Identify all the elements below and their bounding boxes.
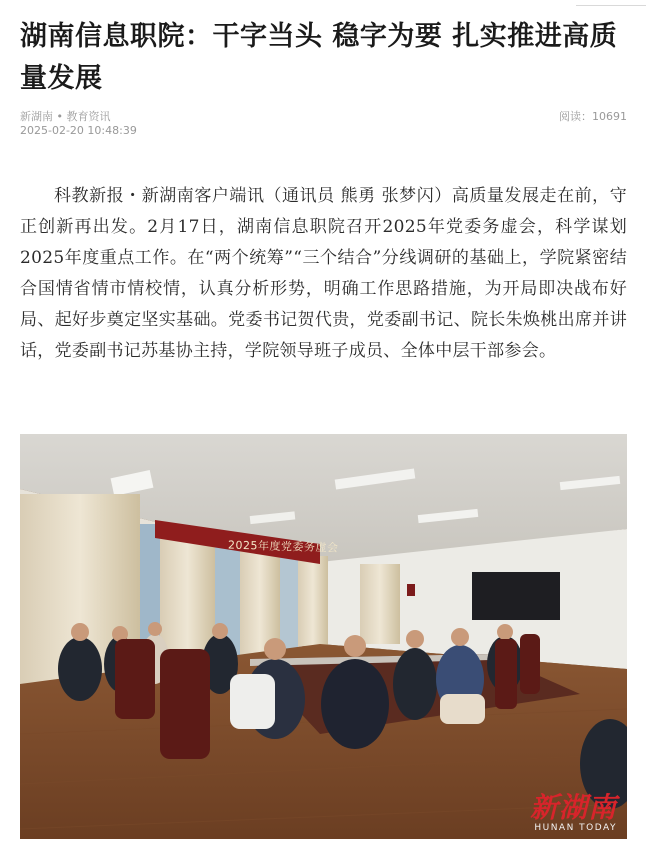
watermark-english: HUNAN TODAY xyxy=(534,823,617,833)
article-source[interactable]: 新湖南 • 教育资讯 xyxy=(20,110,111,123)
publish-time: 2025-02-20 10:48:39 xyxy=(20,124,137,137)
top-tab-line xyxy=(576,0,646,6)
meeting-room-illustration xyxy=(20,434,627,839)
read-count: 阅读：10691 xyxy=(559,110,627,123)
photo-watermark xyxy=(530,793,617,833)
top-divider xyxy=(0,0,647,5)
meeting-banner: 2025年度党委务虚会 xyxy=(227,538,339,555)
watermark-logo: 新湖南 xyxy=(529,791,617,824)
article-photo xyxy=(20,434,627,839)
article-title: 湖南信息职院：干字当头 稳字为要 扎实推进高质量发展 xyxy=(20,21,618,94)
article-body: 科教新报・新湖南客户端讯（通讯员 熊勇 张梦闪）高质量发展走在前，守正创新再出发。2月17日，湖南信息职院召开2025年党委务虚会，科学谋划2025年度重点工作。在“两个统筹”“三个结合”分线调研的基础上，学院紧密结合国情省情市情校情，认真分析形势，明确工作思路措施，为开局即决战布好局、起好步奠定坚实基础。党委书记贺代贵，党委副书记、院长朱焕桃出席并讲话，党委副书记苏基协主持，学院领导班子成员、全体中层干部参会。 xyxy=(20,186,627,361)
